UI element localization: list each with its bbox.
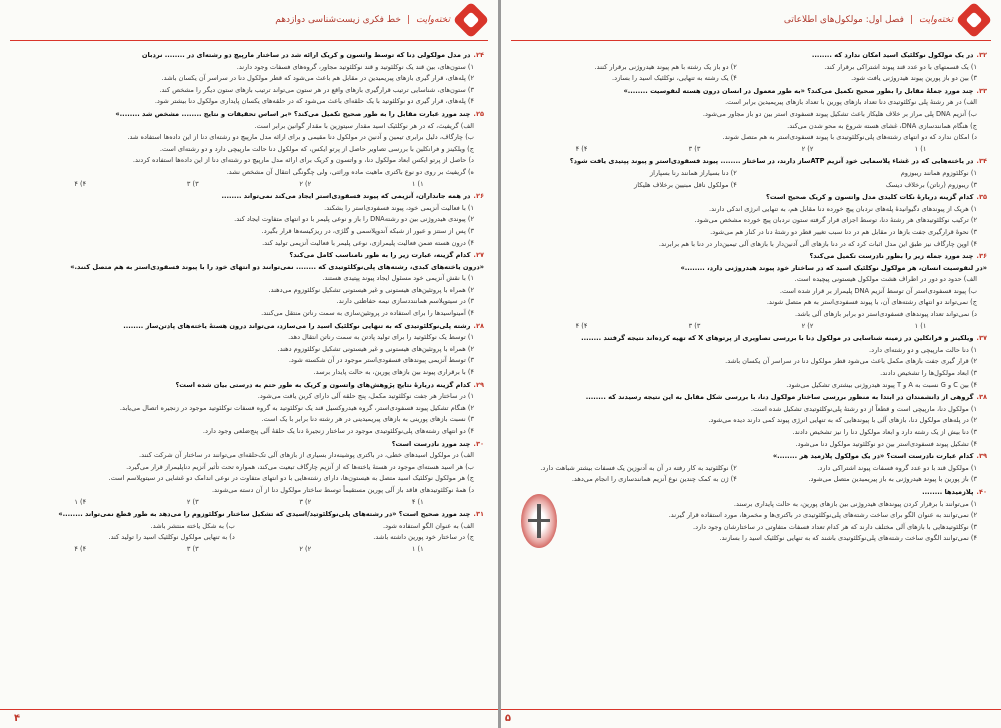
answer-option: ۲) همراه با پروتئین‌های هیستونی و غیر هیستونی تشکیل نوکلئوزوم دهند. bbox=[277, 344, 474, 353]
page-number: ۴ bbox=[14, 713, 21, 724]
answer-option: ۱) هریک از پیوندهای دگیوانیدهٔ پله‌های نردبان پیچ خورده دنا مقابل هم، به تنهایی انرژی اندکی دارند. bbox=[709, 204, 977, 213]
question-block bbox=[515, 333, 987, 391]
question-number: ۳۳. bbox=[976, 86, 987, 95]
right-page-header bbox=[513, 0, 989, 40]
question-block bbox=[14, 321, 484, 379]
question-number: ۳۹. bbox=[976, 452, 987, 461]
answer-choice: ۱) ۱ bbox=[914, 144, 927, 153]
answer-option: ج) نمی‌تواند دو انتهای رشته‌های آن، با پیوند فسفودی‌استر به هم متصل شوند. bbox=[766, 298, 977, 307]
question-number: ۲۵. bbox=[473, 109, 484, 118]
dna-xray-figure bbox=[513, 486, 565, 556]
right-footer bbox=[501, 709, 1001, 728]
right-questions bbox=[515, 50, 987, 702]
right-page bbox=[501, 0, 1001, 728]
answer-option: ۳) نسبت بازهای پورینی به بازهای پیریمیدینی در هر رشته دنا برابر با یک است. bbox=[261, 415, 474, 424]
question-block bbox=[515, 192, 987, 250]
left-page bbox=[0, 0, 498, 728]
answer-option: ه) گریفیث بر روی دو نوع باکتری ماهیت ماده وراثتی، ولی چگونگی انتقال آن مشخص نشد. bbox=[226, 167, 474, 176]
answer-choice: ۱) ۱ bbox=[411, 544, 424, 553]
answer-option: الف) در هر رشتهٔ پلی نوکلئوتیدی دنا تعداد بازهای پورین با تعداد بازهای پیریمیدین برابر است. bbox=[725, 98, 977, 107]
answer-option: د) نمی‌تواند تعداد پیوندهای فسفودی‌استر دو برابر بازهای آلی باشد. bbox=[794, 310, 977, 319]
answer-option-row bbox=[515, 474, 987, 486]
question-heading bbox=[515, 333, 987, 345]
answer-option: ۲) در پله‌های مولکول دنا، بازهای آلی با پیوندهایی که به تنهایی انرژی پیوند کمی دارند دیده می‌شود. bbox=[708, 416, 977, 425]
answer-option-row bbox=[14, 532, 484, 544]
answer-option: ۳) توسط آنزیمی پیوندهای فسفودی‌استر موجود در آن شکسته شود. bbox=[288, 356, 474, 365]
answer-option: ۲) همراه با پروتئین‌های هیستونی و غیر هیستونی تشکیل نوکلئوزوم می‌دهند. bbox=[268, 285, 474, 294]
answer-option: ۲) نوکلئوتید به کار رفته در آن به آدنوزین یک فسفات بیشتر شباهت دارد. bbox=[540, 463, 737, 472]
question-block bbox=[515, 251, 987, 332]
answer-option: ب) پیوند فسفودی‌استر آن توسط آنزیم DNA پلیمراز بر قرار شده است. bbox=[779, 286, 977, 295]
question-block bbox=[14, 50, 484, 108]
question-block bbox=[14, 380, 484, 438]
question-text: چند مورد صحیح است؟ «در رشته‌های پلی‌نوکلئوتید/اسیدی که تشکیل ساختار نوکلئوزوم را می‌دهد به طور قطع نمی‌تواند ........» bbox=[58, 510, 471, 519]
answer-option: ۱) با نقش آنزیمی خود مسئول ایجاد پیوند پپتیدی هستند. bbox=[322, 274, 474, 283]
answer-choice: ۲) ۳ bbox=[299, 497, 312, 506]
answer-option: ۲) ترکیب نوکلئوتیدهای هر رشتهٔ دنا، توسط اجزای قرار گرفته ستون نردبان پیچ خورده مشخص می‌شود. bbox=[694, 216, 977, 225]
answer-option-row bbox=[515, 62, 987, 74]
question-heading bbox=[14, 50, 484, 62]
question-heading bbox=[14, 380, 484, 392]
question-heading bbox=[14, 109, 484, 121]
answer-option: ۱) در ساختار هر جفت نوکلئوتید مکمل، پنج حلقه آلی دارای کربن یافت می‌شود. bbox=[257, 392, 474, 401]
answer-option: ۴) بین C و G نسبت به A و T پیوند هیدروژنی بیشتری تشکیل می‌شود. bbox=[786, 380, 977, 389]
page-number: ۵ bbox=[504, 713, 511, 724]
answer-option: ج) ویلکینز و فرانکلین با بررسی تصاویر حاصل از پرتو ایکس، که مولکول دنا حالت مارپیچی دارد و دو رشته‌ای است. bbox=[159, 144, 474, 153]
answer-option-row bbox=[515, 168, 987, 180]
answer-choice: ۳) ۳ bbox=[186, 179, 199, 188]
question-text: ویلکینز و فرانکلین در زمینه شناسایی در مولکول دنا با بررسی تصاویری از پرتوهای X که تهیه کرده‌اند نتیجه گرفتند ........ bbox=[581, 334, 974, 343]
answer-choice: ۱) ۱ bbox=[914, 321, 927, 330]
answer-option: ۱) با فعالیت آنزیمی خود، پیوند فسفودی‌استر را بشکند. bbox=[324, 203, 474, 212]
answer-choice: ۱) ۴ bbox=[411, 497, 424, 506]
answer-option: ۱) نوکلئوزوم همانند ریبوزوم bbox=[900, 168, 977, 177]
answer-option-row bbox=[14, 521, 484, 533]
question-number: ۳۲. bbox=[976, 51, 987, 59]
question-block bbox=[515, 156, 987, 191]
answer-choices-row bbox=[14, 179, 484, 191]
answer-option: ۴) تشکیل پیوند فسفودی‌استر بین دو نوکلئوتید مولکول دنا می‌شود. bbox=[795, 439, 977, 448]
question-text: چند مورد جمله زیر را بطور نادرست تکمیل می‌کند؟ bbox=[809, 252, 974, 261]
answer-option: ب) آنزیم DNA پلی مراز بر خلاف هلیکاز باعث تشکیل پیوند فسفودی استر بین دو باز مجاور می‌شود. bbox=[702, 109, 977, 118]
answer-option: الف) گریفیث، که در هر نوکلئیک اسید مقدار سیتوزین با مقدار گوانین برابر است. bbox=[254, 121, 474, 130]
question-text: در مدل مولکولی دنا که توسط واتسون و کریک ارائه شد در ساختار مارپیچ دو رشته‌ای در ........ نردبان bbox=[141, 51, 471, 59]
answer-option: ج) هنگام همانندسازی DNA، غشای هسته شروع به محو شدن می‌کند. bbox=[787, 121, 977, 130]
answer-choices-row bbox=[515, 144, 987, 156]
question-number: ۳۱. bbox=[473, 510, 484, 519]
question-heading bbox=[515, 86, 987, 98]
question-heading bbox=[14, 191, 484, 203]
question-block bbox=[515, 487, 987, 545]
question-heading bbox=[515, 156, 987, 168]
brand-name: تخته‌وایت bbox=[918, 15, 953, 25]
question-text: چند مورد جملهٔ مقابل را بطور صحیح تکمیل می‌کند؟ «به طور معمول در انسان درون هسته لنفوسیت ........» bbox=[623, 86, 974, 95]
chapter-title: فصل اول: مولکول‌های اطلاعاتی bbox=[783, 15, 904, 25]
question-subtext: «در لنفوسیت انسان، هر مولکول نوکلئیک اسید که در ساختار خود پیوند هیدروژنی دارد، ........» bbox=[680, 263, 987, 272]
answer-choice: ۴) ۱ bbox=[74, 497, 87, 506]
answer-option: ۲) قرار گیری جفت بازهای مکمل باعث می‌شود قطر مولکول دنا در سراسر آن یکسان باشد. bbox=[725, 357, 977, 366]
question-text: رشته پلی‌نوکلئوتیدی که به تنهایی نوکلئیک اسید را می‌سازد، می‌تواند درون هستهٔ یاخته‌های پادتن‌ساز ........ bbox=[123, 321, 471, 330]
header-rule bbox=[10, 40, 488, 41]
question-number: ۴۰. bbox=[976, 487, 987, 496]
question-block bbox=[14, 191, 484, 249]
header-rule bbox=[511, 40, 991, 41]
question-text: کدام عبارت نادرست است؟ «در یک مولکول پلازمید هر ........» bbox=[772, 452, 974, 461]
question-number: ۲۹. bbox=[473, 380, 484, 389]
question-heading bbox=[14, 321, 484, 333]
answer-option: ب) به شکل یاخته منتشر باشد. bbox=[150, 521, 235, 530]
answer-option: ۱) می‌توانند با برقرار کردن پیوندهای هیدروژنی بین بازهای پورین، به حالت پایداری برسند. bbox=[733, 499, 977, 508]
answer-option: ۲) دو باز یک رشته با هم پیوند هیدروژنی برقرار کنند. bbox=[594, 62, 737, 71]
question-block bbox=[515, 50, 987, 85]
answer-option: ۳) ستون‌های، شناسایی ترتیب قرارگیری بازهای واقع در هر ستون می‌تواند ترتیب بازهای ستون دیگر را مشخص کند. bbox=[159, 85, 474, 94]
question-block bbox=[14, 250, 484, 320]
question-heading bbox=[515, 392, 987, 404]
left-questions bbox=[14, 50, 484, 702]
answer-choice: ۱) ۱ bbox=[411, 179, 424, 188]
answer-choice: ۳) ۳ bbox=[186, 544, 199, 553]
question-subtext: «درون یاخته‌های کبدی، رشته‌های پلی‌نوکلئوتیدی که ........ نمی‌توانند دو انتهای خود را با پیوند فسفودی‌استر به هم متصل کنند.» bbox=[70, 262, 484, 271]
brand-name: تخته‌وایت bbox=[415, 15, 450, 25]
question-number: ۳۰. bbox=[473, 439, 484, 448]
answer-choice: ۲) ۲ bbox=[299, 179, 312, 188]
series-title: خط فکری زیست‌شناسی دوازدهم bbox=[275, 15, 401, 25]
answer-option: ۱) یک قسمتهای با دو عدد قند پیوند اشتراکی برقرار کند. bbox=[824, 62, 977, 71]
question-heading bbox=[515, 50, 987, 62]
question-number: ۳۷. bbox=[976, 334, 987, 343]
answer-option: ۲) پیوندی هیدروژنی بین دو رشته‌DNA را باز و نوعی پلیمر با دو انتهای متفاوت ایجاد کند. bbox=[234, 215, 474, 224]
answer-option: ۱) توسط یک نوکلئوتید را برای تولید پادتن به سمت رناتن انتقال دهد. bbox=[288, 333, 474, 342]
question-text: در همه جانداران، آنزیمی که پیوند فسفودی‌استر ایجاد می‌کند نمی‌تواند ........ bbox=[221, 192, 471, 201]
answer-option: ۳) در سیتوپلاسم هماننددسازی نیمه حفاظتی دارند. bbox=[336, 297, 474, 306]
left-footer bbox=[0, 709, 498, 728]
answer-option: ۳) نوکلئوتیدهایی با بازهای آلی مختلف دارند که هر کدام تعداد فسفات متفاوتی در ساختارشان وجود دارد. bbox=[692, 522, 977, 531]
answer-choice: ۳) ۲ bbox=[186, 497, 199, 506]
question-block bbox=[14, 439, 484, 509]
answer-choice: ۳) ۳ bbox=[688, 144, 701, 153]
answer-option-row bbox=[515, 463, 987, 475]
question-text: کدام گزینه دربارهٔ نکات کلیدی مدل واتسون و کریک صحیح است؟ bbox=[766, 193, 974, 202]
answer-option: ب) چارگاف، دلیل برابری تیمین و آدنین در مولکول دنا مقیمی و برای ارائه مدل مارپیچ دو رشته‌ای دنا از این داده‌ها استفاده شد. bbox=[127, 133, 474, 142]
answer-option: ب) هر اسید هسته‌ای موجود در هستهٔ یاخته‌ها که از آنزیم چارگاف تبعیت می‌کند، همواره تحت تأثیر آنزیم دناپلیمراز قرار می‌گیرد. bbox=[126, 462, 474, 471]
answer-option: ج) هر مولکول نوکلئیک اسید متصل به هیستون‌ها، دارای رشته‌هایی با دو انتهای متفاوت در نوعی اندامک دو غشایی در سیتوپلاسم است. bbox=[108, 474, 474, 483]
answer-option-row bbox=[515, 180, 987, 192]
answer-option: د) امکان ندارد که دو انتهای رشته‌های پلی‌نوکلئوتیدی با پیوند فسفودی‌استر به هم متصل شوند. bbox=[722, 133, 977, 142]
answer-option: الف) به عنوان الگو استفاده شود. bbox=[382, 521, 474, 530]
question-heading bbox=[14, 509, 484, 521]
answer-option: ۳) دنا بیش از یک رشته دارد و ابعاد مولکول دنا را نیز تشخیص دادند. bbox=[792, 428, 977, 436]
publisher-logo-icon bbox=[959, 5, 989, 35]
answer-option: د) حاصل از پرتو ایکس ابعاد مولکول دنا، و واتسون و کریک برای ارائه مدل مارپیچ دو رشته‌ای دنا از این داده‌ها استفاده کردند. bbox=[132, 156, 474, 165]
answer-choice: ۴) ۴ bbox=[74, 544, 87, 553]
question-heading bbox=[515, 251, 987, 263]
answer-option: ۴) درون هسته ضمن فعالیت پلیمرازی، نوعی پلیمر با فعالیت آنزیمی تولید کند. bbox=[262, 238, 474, 247]
answer-choice: ۲) ۲ bbox=[299, 544, 312, 553]
answer-option: ۳) بین دو باز پورین پیوند هیدروژنی یافت شود. bbox=[851, 74, 977, 83]
question-heading bbox=[515, 451, 987, 463]
answer-option: ۱) مولکول دنا، مارپیچی است و قطعاً از دو رشتهٔ پلی‌نوکلئوتیدی تشکیل شده است. bbox=[750, 404, 977, 413]
question-number: ۳۵. bbox=[976, 193, 987, 202]
answer-choice: ۲) ۲ bbox=[801, 321, 814, 330]
question-text: چند مورد نادرست است؟ bbox=[391, 439, 471, 448]
question-text: کدام گزینه، عبارت زیر را به طور نامناسب کامل می‌کند؟ bbox=[289, 251, 471, 260]
answer-option: ۴) یک رشته به تنهایی، نوکلئیک اسید را بسازد. bbox=[611, 74, 737, 83]
question-text: چند مورد عبارت مقابل را به طور صحیح تکمیل می‌کند؟ «بر اساس تحقیقات و نتایج ........ مشخص شد ........» bbox=[115, 109, 471, 118]
left-page-header bbox=[12, 0, 486, 40]
header-separator: | bbox=[406, 15, 410, 25]
answer-option: ۲) نمی‌توانند به عنوان الگو برای ساخت رشته‌های پلی‌نوکلئوتیدی در باکتری‌ها و مخمرها، مورد استفاده قرار گیرند. bbox=[668, 511, 977, 520]
question-block bbox=[515, 392, 987, 450]
answer-option: الف) در مولکول اسیدهای خطی، در باکتری پوشینه‌دار بسیاری از بازهای آلی تک‌حلقه‌ای می‌توانند در ساختار آن شرکت کنند. bbox=[139, 451, 474, 460]
question-text: گروهی از دانشمندان در ابتدا به منظور بررسی ساختار مولکول دنا، با بررسی شکل مقابل به این نتیجه رسیدند که ........ bbox=[585, 393, 974, 402]
answer-option-row bbox=[515, 73, 987, 85]
question-number: ۳۸. bbox=[976, 393, 987, 402]
question-number: ۳۴. bbox=[976, 157, 987, 166]
answer-option: ۱) دنا حالت مارپیچی و دو رشته‌ای دارد. bbox=[869, 345, 977, 354]
question-heading bbox=[515, 487, 987, 499]
question-block bbox=[515, 451, 987, 486]
question-block bbox=[14, 109, 484, 190]
question-number: ۳۶. bbox=[976, 252, 987, 261]
answer-choice: ۴) ۴ bbox=[575, 321, 588, 330]
question-heading bbox=[515, 192, 987, 204]
question-number: ۲۶. bbox=[473, 192, 484, 201]
answer-choice: ۴) ۴ bbox=[575, 144, 588, 153]
answer-choices-row bbox=[14, 544, 484, 556]
question-heading bbox=[14, 250, 484, 262]
answer-option: ۳) باز پورین با پیوند هیدروژنی به باز پیریمیدین متصل می‌شود. bbox=[808, 475, 977, 484]
question-heading bbox=[14, 439, 484, 451]
answer-option: د) به تنهایی مولکول نوکلئیک اسید را تولید کند. bbox=[108, 533, 235, 542]
answer-option: ۳) نحوهٔ قرارگیری جفت بازها در مقابل هم در دنا سبب تغییر قطر دو رشتهٔ دنا در کنار هم می‌شود. bbox=[710, 227, 977, 236]
answer-choices-row bbox=[515, 321, 987, 333]
answer-choice: ۴) ۴ bbox=[74, 179, 87, 188]
header-separator: | bbox=[909, 15, 913, 25]
answer-choice: ۳) ۳ bbox=[688, 321, 701, 330]
question-number: ۲۴. bbox=[473, 51, 484, 59]
answer-option: ۱) مولکول قند با دو عدد گروه فسفات پیوند اشتراکی دارد. bbox=[817, 463, 977, 472]
question-text: پلازمیدها ........ bbox=[922, 487, 974, 496]
answer-option: ۲) دنا بسیاراز همانند رنا بسپاراز bbox=[649, 168, 737, 177]
answer-option: ۴) ژن به کمک چندین نوع آنزیم همانندسازی را انجام می‌دهد. bbox=[571, 475, 737, 484]
answer-choice: ۲) ۲ bbox=[801, 144, 814, 153]
answer-option: ۳) ابعاد مولکول‌ها را تشخیص دادند. bbox=[880, 369, 977, 378]
answer-option: ۴) پله‌های، قرار گیری دو نوکلئوتید با یک حلقه‌ای باعث می‌شود که در حلقه‌های یکسان پایداری مولکول دنا بیشتر شود. bbox=[154, 97, 474, 106]
answer-option: ۴) مولکول ناقل مبنیین برخلاف هلیکاز bbox=[634, 180, 737, 189]
answer-option: ۴) اوپن چارگاف نیز طبق این مدل اثبات کرد که در دنا بازهای آلی آدنین‌دار با بازهای آلی تیمین‌دار در دنا با هم برابرند. bbox=[658, 239, 977, 248]
answer-option: د) همهٔ نوکلئوتیدهای فاقد باز آلی پورین مستقیماً توسط ساختار مولکول دنا از آن دسته می‌شوند. bbox=[211, 485, 474, 494]
answer-option: ۴) نمی‌توانند الگوی ساخت رشته‌های پلی‌نوکلئوتیدی باشند که به تنهایی نوکلئیک اسید را بسازند. bbox=[719, 534, 977, 543]
answer-option: ۴) آمینواسیدها را برای استفاده در پروتئین‌سازی به سمت رناتن منتقل می‌کنند. bbox=[261, 309, 474, 318]
question-block bbox=[515, 86, 987, 156]
question-number: ۲۷. bbox=[473, 251, 484, 260]
answer-option: ۱) ستون‌های، بین قند یک نوکلئوتید و قند نوکلئوتید مجاور، گروه‌های فسفات وجود دارند. bbox=[236, 62, 474, 71]
question-text: در یاخته‌هایی که در غشاء پلاسمایی خود آنزیم ATP‌ساز دارند، در ساختار ........ پیوند فسفودی‌استر و پیوند پپتیدی یافت شود؟ bbox=[569, 157, 974, 166]
answer-option: ۳) پس از سنتز و عبور از شبکه آندوپلاسمی و گلژی، در ریزکیسه‌ها قرار بگیرد. bbox=[261, 226, 474, 235]
answer-option: ۲) پله‌های، قرار گیری بازهای پیریمیدین در مقابل هم باعث می‌شود که قطر مولکول دنا در سراسر آن یکسان باشد. bbox=[161, 74, 474, 83]
question-text: کدام گزینه دربارهٔ نتایج پژوهش‌های واتسون و کریک به طور حتم به درستی بیان شده است؟ bbox=[175, 380, 471, 389]
question-text: در یک مولکول نوکلئیک اسید امکان ندارد که ........ bbox=[811, 51, 974, 59]
answer-choices-row bbox=[14, 497, 484, 509]
answer-option: ۴) دو انتهای رشته‌های پلی‌نوکلئوتیدی موجود در ساختار زنجیرهٔ دنا یک حلقهٔ آلی پنج‌ضلعی وجود دارد. bbox=[202, 427, 474, 435]
answer-option: ۲) هنگام تشکیل پیوند فسفودی‌استر، گروه هیدروکسیل قند یک نوکلئوتید به گروه فسفات نوکلئوتید موجود در زنجیره اتصال می‌یابد. bbox=[119, 403, 474, 412]
answer-option: ج) در ساختار خود پورین داشته باشد. bbox=[373, 533, 474, 542]
question-number: ۲۸. bbox=[473, 321, 484, 330]
answer-option: ۳) ریبوزوم (رناتن) برخلاف دیسک bbox=[885, 180, 977, 189]
answer-option: ۴) با برقراری پیوند بین بازهای پورین، به حالت پایدار برسد. bbox=[313, 368, 474, 377]
answer-option: الف) حدود دو دور در اطراف هشت مولکول هیستونی پیچیده است. bbox=[794, 275, 977, 284]
publisher-logo-icon bbox=[456, 5, 486, 35]
question-block bbox=[14, 509, 484, 555]
